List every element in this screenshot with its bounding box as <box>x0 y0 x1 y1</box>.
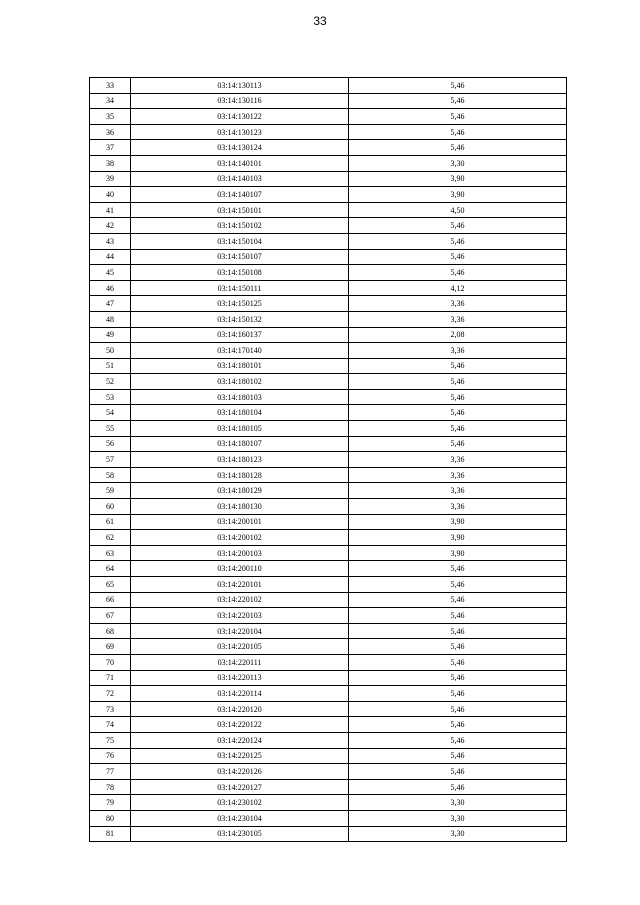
value-cell: 5,46 <box>349 686 567 702</box>
table-row <box>90 561 567 577</box>
cadastral-number-cell: 03:14:220114 <box>131 686 349 702</box>
table-row <box>90 202 567 218</box>
table-row <box>90 124 567 140</box>
value-cell: 5,46 <box>349 577 567 593</box>
value-cell: 5,46 <box>349 249 567 265</box>
cadastral-number-cell: 03:14:220103 <box>131 608 349 624</box>
cadastral-number-cell: 03:14:220127 <box>131 779 349 795</box>
row-number-cell: 60 <box>90 499 131 515</box>
value-cell: 3,90 <box>349 187 567 203</box>
row-number-cell: 81 <box>90 826 131 842</box>
table-row <box>90 358 567 374</box>
table-row <box>90 327 567 343</box>
table-row <box>90 171 567 187</box>
table-row <box>90 530 567 546</box>
table-row <box>90 405 567 421</box>
table-row <box>90 764 567 780</box>
row-number-cell: 50 <box>90 343 131 359</box>
table-row <box>90 514 567 530</box>
table-body <box>90 78 567 842</box>
cadastral-number-cell: 03:14:220105 <box>131 639 349 655</box>
row-number-cell: 53 <box>90 389 131 405</box>
row-number-cell: 73 <box>90 701 131 717</box>
table-row <box>90 389 567 405</box>
cadastral-number-cell: 03:14:150101 <box>131 202 349 218</box>
row-number-cell: 46 <box>90 280 131 296</box>
table-row <box>90 732 567 748</box>
value-cell: 5,46 <box>349 405 567 421</box>
row-number-cell: 43 <box>90 233 131 249</box>
value-cell: 4,50 <box>349 202 567 218</box>
cadastral-number-cell: 03:14:220124 <box>131 732 349 748</box>
cadastral-number-cell: 03:14:150111 <box>131 280 349 296</box>
value-cell: 5,46 <box>349 561 567 577</box>
cadastral-number-cell: 03:14:180102 <box>131 374 349 390</box>
table-row <box>90 639 567 655</box>
value-cell: 5,46 <box>349 374 567 390</box>
cadastral-number-cell: 03:14:180104 <box>131 405 349 421</box>
value-cell: 5,46 <box>349 421 567 437</box>
cadastral-number-cell: 03:14:230102 <box>131 795 349 811</box>
cadastral-number-cell: 03:14:230105 <box>131 826 349 842</box>
value-cell: 4,12 <box>349 280 567 296</box>
value-cell: 5,46 <box>349 592 567 608</box>
row-number-cell: 75 <box>90 732 131 748</box>
table-row <box>90 421 567 437</box>
row-number-cell: 36 <box>90 124 131 140</box>
cadastral-number-cell: 03:14:150104 <box>131 233 349 249</box>
row-number-cell: 61 <box>90 514 131 530</box>
table-row <box>90 296 567 312</box>
table-row <box>90 452 567 468</box>
row-number-cell: 64 <box>90 561 131 577</box>
row-number-cell: 48 <box>90 311 131 327</box>
value-cell: 5,46 <box>349 109 567 125</box>
cadastral-number-cell: 03:14:230104 <box>131 810 349 826</box>
cadastral-number-cell: 03:14:130113 <box>131 78 349 94</box>
row-number-cell: 68 <box>90 623 131 639</box>
table-row <box>90 499 567 515</box>
table-row <box>90 592 567 608</box>
table-row <box>90 374 567 390</box>
cadastral-number-cell: 03:14:200101 <box>131 514 349 530</box>
cadastral-number-cell: 03:14:130116 <box>131 93 349 109</box>
row-number-cell: 52 <box>90 374 131 390</box>
cadastral-number-cell: 03:14:160137 <box>131 327 349 343</box>
cadastral-number-cell: 03:14:150125 <box>131 296 349 312</box>
value-cell: 5,46 <box>349 654 567 670</box>
data-table <box>89 77 567 842</box>
value-cell: 3,90 <box>349 171 567 187</box>
row-number-cell: 59 <box>90 483 131 499</box>
cadastral-number-cell: 03:14:180128 <box>131 467 349 483</box>
cadastral-number-cell: 03:14:130122 <box>131 109 349 125</box>
cadastral-number-cell: 03:14:220111 <box>131 654 349 670</box>
value-cell: 3,36 <box>349 296 567 312</box>
value-cell: 3,30 <box>349 810 567 826</box>
row-number-cell: 67 <box>90 608 131 624</box>
table-row <box>90 233 567 249</box>
table-row <box>90 93 567 109</box>
cadastral-number-cell: 03:14:180105 <box>131 421 349 437</box>
table-row <box>90 748 567 764</box>
value-cell: 3,36 <box>349 343 567 359</box>
row-number-cell: 80 <box>90 810 131 826</box>
value-cell: 5,46 <box>349 93 567 109</box>
cadastral-number-cell: 03:14:180103 <box>131 389 349 405</box>
row-number-cell: 44 <box>90 249 131 265</box>
row-number-cell: 76 <box>90 748 131 764</box>
row-number-cell: 38 <box>90 155 131 171</box>
cadastral-number-cell: 03:14:220120 <box>131 701 349 717</box>
row-number-cell: 47 <box>90 296 131 312</box>
row-number-cell: 45 <box>90 265 131 281</box>
value-cell: 5,46 <box>349 124 567 140</box>
value-cell: 3,30 <box>349 826 567 842</box>
value-cell: 5,46 <box>349 623 567 639</box>
row-number-cell: 62 <box>90 530 131 546</box>
value-cell: 5,46 <box>349 436 567 452</box>
row-number-cell: 54 <box>90 405 131 421</box>
table-row <box>90 779 567 795</box>
value-cell: 5,46 <box>349 670 567 686</box>
value-cell: 5,46 <box>349 717 567 733</box>
value-cell: 5,46 <box>349 701 567 717</box>
row-number-cell: 66 <box>90 592 131 608</box>
table-row <box>90 577 567 593</box>
value-cell: 3,36 <box>349 311 567 327</box>
value-cell: 3,90 <box>349 545 567 561</box>
cadastral-number-cell: 03:14:130123 <box>131 124 349 140</box>
row-number-cell: 42 <box>90 218 131 234</box>
table-row <box>90 717 567 733</box>
row-number-cell: 70 <box>90 654 131 670</box>
value-cell: 5,46 <box>349 732 567 748</box>
row-number-cell: 41 <box>90 202 131 218</box>
row-number-cell: 56 <box>90 436 131 452</box>
row-number-cell: 55 <box>90 421 131 437</box>
table-row <box>90 686 567 702</box>
cadastral-number-cell: 03:14:150108 <box>131 265 349 281</box>
value-cell: 5,46 <box>349 779 567 795</box>
value-cell: 5,46 <box>349 608 567 624</box>
table-row <box>90 343 567 359</box>
value-cell: 3,36 <box>349 499 567 515</box>
cadastral-number-cell: 03:14:150132 <box>131 311 349 327</box>
row-number-cell: 58 <box>90 467 131 483</box>
table-row <box>90 623 567 639</box>
cadastral-number-cell: 03:14:180107 <box>131 436 349 452</box>
value-cell: 3,30 <box>349 795 567 811</box>
row-number-cell: 51 <box>90 358 131 374</box>
value-cell: 2,08 <box>349 327 567 343</box>
cadastral-number-cell: 03:14:180101 <box>131 358 349 374</box>
table-row <box>90 483 567 499</box>
cadastral-number-cell: 03:14:200110 <box>131 561 349 577</box>
row-number-cell: 35 <box>90 109 131 125</box>
row-number-cell: 77 <box>90 764 131 780</box>
table-row <box>90 265 567 281</box>
cadastral-number-cell: 03:14:180129 <box>131 483 349 499</box>
value-cell: 3,36 <box>349 452 567 468</box>
cadastral-number-cell: 03:14:170140 <box>131 343 349 359</box>
cadastral-number-cell: 03:14:200102 <box>131 530 349 546</box>
value-cell: 5,46 <box>349 639 567 655</box>
value-cell: 5,46 <box>349 265 567 281</box>
row-number-cell: 49 <box>90 327 131 343</box>
table-row <box>90 78 567 94</box>
cadastral-number-cell: 03:14:220126 <box>131 764 349 780</box>
table-row <box>90 467 567 483</box>
value-cell: 5,46 <box>349 218 567 234</box>
table-row <box>90 311 567 327</box>
row-number-cell: 78 <box>90 779 131 795</box>
row-number-cell: 71 <box>90 670 131 686</box>
value-cell: 3,30 <box>349 155 567 171</box>
table-row <box>90 436 567 452</box>
table-row <box>90 109 567 125</box>
cadastral-number-cell: 03:14:200103 <box>131 545 349 561</box>
cadastral-number-cell: 03:14:220125 <box>131 748 349 764</box>
page-number: 33 <box>313 14 327 28</box>
row-number-cell: 57 <box>90 452 131 468</box>
value-cell: 3,36 <box>349 467 567 483</box>
cadastral-number-cell: 03:14:220104 <box>131 623 349 639</box>
table-row <box>90 670 567 686</box>
row-number-cell: 40 <box>90 187 131 203</box>
value-cell: 5,46 <box>349 764 567 780</box>
value-cell: 5,46 <box>349 389 567 405</box>
cadastral-number-cell: 03:14:220102 <box>131 592 349 608</box>
table-row <box>90 280 567 296</box>
cadastral-number-cell: 03:14:150102 <box>131 218 349 234</box>
row-number-cell: 34 <box>90 93 131 109</box>
value-cell: 5,46 <box>349 748 567 764</box>
value-cell: 3,90 <box>349 514 567 530</box>
cadastral-number-cell: 03:14:150107 <box>131 249 349 265</box>
row-number-cell: 37 <box>90 140 131 156</box>
table-row <box>90 654 567 670</box>
table-row <box>90 249 567 265</box>
value-cell: 3,90 <box>349 530 567 546</box>
cadastral-number-cell: 03:14:130124 <box>131 140 349 156</box>
table-row <box>90 701 567 717</box>
value-cell: 5,46 <box>349 358 567 374</box>
row-number-cell: 33 <box>90 78 131 94</box>
cadastral-number-cell: 03:14:140101 <box>131 155 349 171</box>
value-cell: 3,36 <box>349 483 567 499</box>
cadastral-number-cell: 03:14:220113 <box>131 670 349 686</box>
table-row <box>90 140 567 156</box>
row-number-cell: 65 <box>90 577 131 593</box>
cadastral-number-cell: 03:14:140107 <box>131 187 349 203</box>
row-number-cell: 69 <box>90 639 131 655</box>
table-row <box>90 155 567 171</box>
cadastral-number-cell: 03:14:140103 <box>131 171 349 187</box>
cadastral-number-cell: 03:14:220122 <box>131 717 349 733</box>
row-number-cell: 74 <box>90 717 131 733</box>
row-number-cell: 79 <box>90 795 131 811</box>
table-row <box>90 826 567 842</box>
table-row <box>90 795 567 811</box>
row-number-cell: 72 <box>90 686 131 702</box>
value-cell: 5,46 <box>349 78 567 94</box>
row-number-cell: 63 <box>90 545 131 561</box>
table-row <box>90 187 567 203</box>
row-number-cell: 39 <box>90 171 131 187</box>
table-row <box>90 545 567 561</box>
table-row <box>90 810 567 826</box>
value-cell: 5,46 <box>349 233 567 249</box>
cadastral-number-cell: 03:14:180123 <box>131 452 349 468</box>
cadastral-number-cell: 03:14:220101 <box>131 577 349 593</box>
value-cell: 5,46 <box>349 140 567 156</box>
table-row <box>90 608 567 624</box>
cadastral-number-cell: 03:14:180130 <box>131 499 349 515</box>
table-row <box>90 218 567 234</box>
